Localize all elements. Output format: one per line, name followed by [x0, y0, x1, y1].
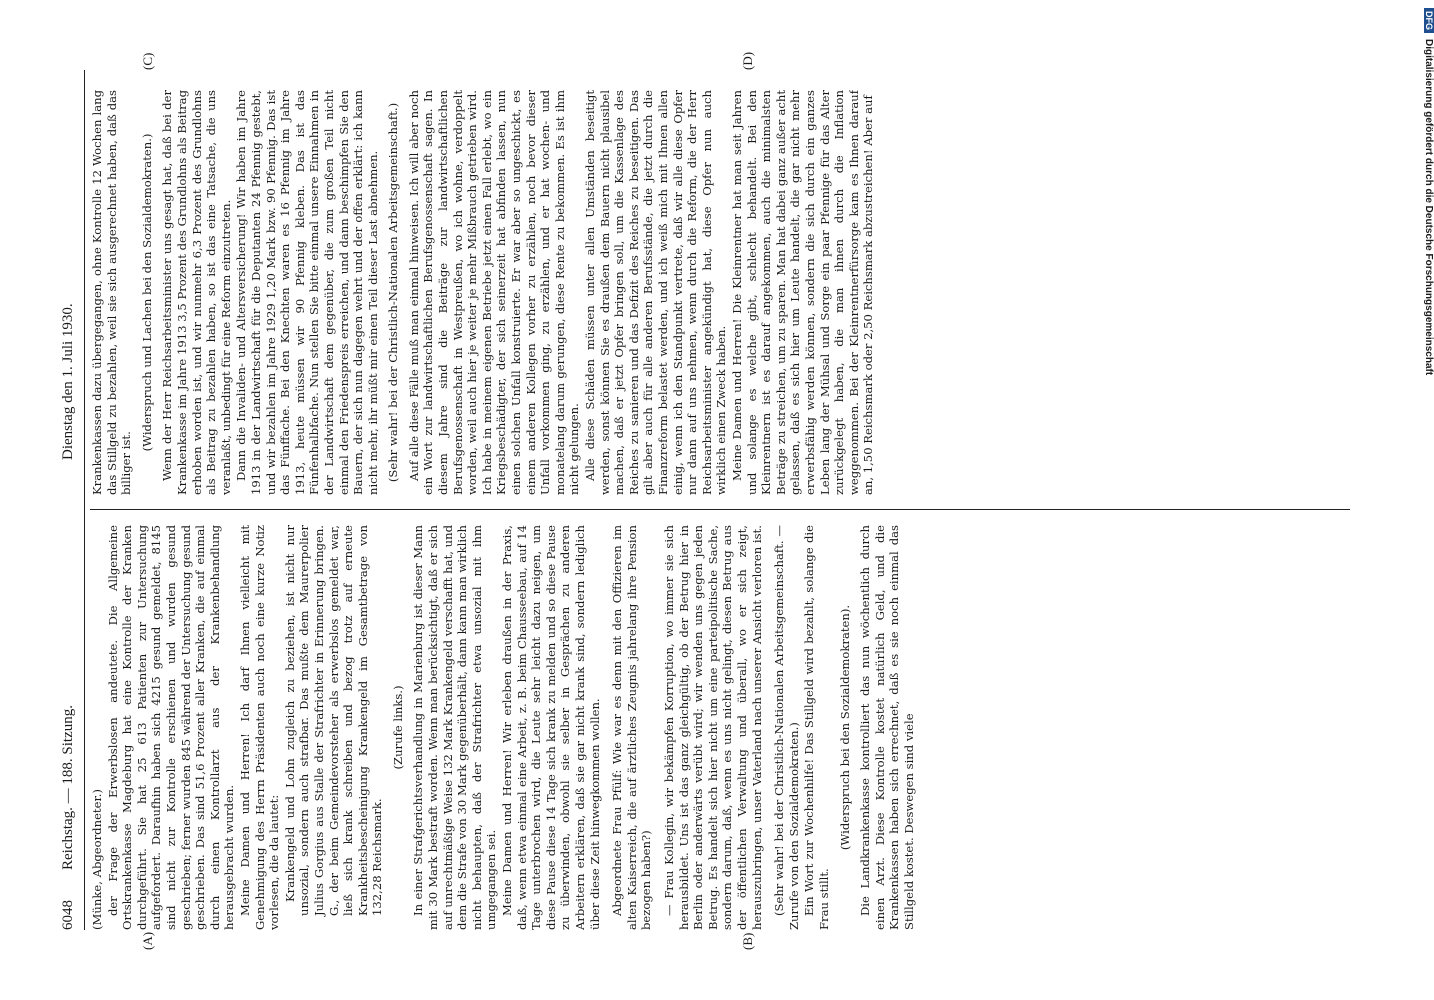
- interjection: Abgeordnete Frau Pfülf: Wie war es denn mit den Offizieren im alten Kaiserreich, die auf ärztliches Zeugnis jahrelang ihre Pension bezogen haben?): [610, 525, 654, 930]
- paragraph: Die Landkrankenkasse kontrolliert das nun wöchentlich durch einen Arzt. Diese Kontrolle kostet natürlich Geld, und die Krankenkassen haben sich errechnet, daß es sie noch einmal das Stillgeld kostet. Deswegen sind viele: [858, 525, 916, 930]
- interjection: (Zurufe links.): [390, 685, 405, 770]
- left-text-column: [90, 525, 1370, 930]
- right-text-column: [90, 90, 1370, 495]
- paragraph: Dann die Invaliden- und Altersversicherung! Wir haben im Jahre 1913 in der Landwirtschaft für die Deputanten 24 Pfennig gestebt, und wir bezahlen im Jahre 1929 1,20 Mark bzw. 90 Pfennig. Das ist das Fünffache. Bei den Knechten waren es 16 Pfennig im Jahre 1913, heute müssen wir 90 Pfennig kleben. Das ist das Fünfenhalbfache. Nun stellen Sie bitte einmal unsere Einnahmen in der Landwirtschaft dem gegenüber, die zum großen Teil nicht einmal den Friedenspreis erreichen, und dann beschimpfen Sie den Bauern, der sich nun dagegen wehrt und der offen erklärt: ich kann nicht mehr, ihr müßt mir einen Teil dieser Last abnehmen.: [234, 90, 380, 495]
- paragraph: der Frage der Erwerbslosen andeutete. Die Allgemeine Ortskrankenkasse Magdeburg hat eine Kontrolle der Kranken durchgeführt. Sie hat 25 613 Patienten zur Untersuchung aufgefordert. Daraufhin haben sich 4215 gesund gemeldet, 8145 sind nicht zur Kontrolle erschienen und wurden gesund geschrieben; ferner wurden 845 während der Untersuchung gesund geschrieben. Das sind 51,6 Prozent aller Kranken, die auf einmal durch einen Kontrollarzt aus der Krankenbehandlung herausgebracht wurden.: [105, 525, 237, 930]
- margin-marker-c: (C): [140, 52, 155, 70]
- paragraph: In einer Strafgerichtsverhandlung in Marienburg ist dieser Mann mit 30 Mark bestraft worden. Wenn man berücksichtigt, daß er sich auf unrechtmäßige Weise 132 Mark Krankengeld verschafft hat, und dem die Strafe von 30 Mark gegenüberhält, dann kann man wirklich nicht behaupten, daß der Strafrichter etwa unsozial mit ihm umgegangen sei.: [411, 525, 499, 930]
- paragraph: Alle diese Schäden müssen unter allen Umständen beseitigt werden, sonst können Sie es draußen dem Bauern nicht plausibel machen, daß er jetzt Opfer bringen soll, um die Kassenlage des Reiches zu sanieren und das Defizit des Reiches zu beseitigen. Das gilt aber auch für alle anderen Berufsstände, die jetzt durch die Finanzreform belastet werden, und ich weiß mich mit Ihnen allen einig, wenn ich den Standpunkt vertrete, daß wir alle diese Opfer nur dann auf uns nehmen, wenn durch die Reform, die der Herr Reichsarbeitsminister angekündigt hat, diese Opfer nun auch wirklich einen Zweck haben.: [583, 90, 729, 495]
- paragraph: Meine Damen und Herren! Wir erleben draußen in der Praxis, daß, wenn etwa einmal eine Arbeit, z. B. beim Chausseebau, auf 14 Tage unterbrochen wird, die Leute sehr leicht dazu neigen, um diese Pause diese 14 Tage sich krank zu melden und so diese Pause zu überwinden, obwohl sie selber in Gesprächen zu anderen Arbeitern erklären, daß sie gar nicht krank sind, sondern lediglich über diese Zeit hinwegkommen wollen.: [500, 525, 602, 930]
- rotated-page: [50, 50, 1380, 950]
- session-title: Reichstag. — 188. Sitzung.: [60, 705, 76, 870]
- paragraph: (Münke, Abgeordneter.): [90, 789, 104, 930]
- paragraph: Meine Damen und Herren! Ich darf Ihnen vielleicht mit Genehmigung des Herrn Präsidenten auch noch eine kurze Notiz vorlesen, die da lautet:: [237, 525, 282, 930]
- paragraph: Krankenkassen dazu übergegangen, ohne Kontrolle 12 Wochen lang das Stillgeld zu bezahlen, weil sie sich ausgerechnet haben, daß das billiger ist.: [90, 90, 134, 495]
- session-date: Dienstag den 1. Juli 1930.: [60, 303, 76, 460]
- dfg-logo: DFG: [1424, 8, 1434, 33]
- page-header: [60, 70, 82, 930]
- column-rule: [90, 509, 1350, 510]
- paragraph: Ein Wort zur Wochenhilfe! Das Stillgeld wird bezahlt, solange die Frau stillt.: [802, 525, 831, 930]
- digitization-credit: [1418, 8, 1434, 998]
- interjection: (Sehr wahr! bei der Christlich-Nationalen Arbeitsgemeinschaft. — Zurufe von den Sozialdemokraten.): [772, 525, 801, 930]
- interjection: (Widerspruch und Lachen bei den Sozialdemokraten.): [139, 133, 154, 452]
- credit-text: Digitalisierung gefördert durch die Deutsche Forschungsgemeinschaft: [1423, 39, 1434, 376]
- header-rule: [84, 70, 85, 930]
- paragraph: Auf alle diese Fälle muß man einmal hinweisen. Ich will aber noch ein Wort zur landwirtschaftlichen Berufsgenossenschaft sagen. In diesem Jahre sind die Beiträge zur landwirtschaftlichen Berufsgenossenschaft in Westpreußen, wo ich wohne, verdoppelt worden, weil auch hier je weiter je mehr Mißbrauch getrieben wird. Ich habe in meinem eigenen Betriebe jetzt einen Fall erlebt, wo ein Kriegsbeschädigter, der sich seinerzeit hat abfinden lassen, nun einen solchen Unfall konstruierte. Er war aber so ungeschickt, es einem anderen Kollegen vorher zu erzählen, noch bevor dieser Unfall vorkommen ging, zu erzählen, und er hat wochen- und monatelang darum gerungen, diese Rente zu bekommen. Es ist ihm nicht gelungen.: [406, 90, 582, 495]
- margin-marker-a: (A): [140, 931, 155, 950]
- paragraph: Wenn der Herr Reichsarbeitsminister uns gesagt hat, daß bei der Krankenkasse im Jahre 1913 3,5 Prozent des Grundlohns als Beitrag erhoben worden ist, und wir nunmehr 6,3 Prozent des Grundlohns als Beitrag zu bezahlen haben, so ist das eine Tatsache, die uns veranlaßt, unbedingt für eine Reform einzutreten.: [160, 90, 233, 495]
- interjection: (Sehr wahr! bei der Christlich-Nationalen Arbeitsgemeinschaft.): [386, 102, 401, 483]
- paragraph: — Frau Kollegin, wir bekämpfen Korruption, wo immer sie sich herausbildet. Uns ist das ganz gleichgültig, ob der Betrug hier in Berlin oder anderwärts verübt wird; wir wenden uns gegen jeden Betrug. Es handelt sich hier nicht um eine parteipolitische Sache, sondern darum, daß, wenn es uns nicht gelingt, diesen Betrug aus der öffentlichen Verwaltung und überall, wo er sich zeigt, herauszubringen, unser Vaterland nach unserer Ansicht verloren ist.: [661, 525, 764, 930]
- paragraph: Meine Damen und Herren! Die Kleinrentner hat man seit Jahren und solange es welche gibt, schlecht behandelt. Bei den Kleinrentnern ist es darauf angekommen, auch die minimalsten Beträge zu streichen, um zu sparen. Man hat dabei ganz außer acht gelassen, daß es sich hier um Leute handelt, die gar nicht mehr erwerbsfähig werden können, sondern die sich durch ein ganzes Leben lang der Mühsal und Sorge ein paar Pfennige für das Alter zurückgelegt haben, die man ihnen durch die Inflation weggenommen. Bei der Kleinrentnerfürsorge kam es Ihnen darauf an, 1,50 Reichsmark oder 2,50 Reichsmark abzustreichen! Aber auf: [729, 90, 876, 495]
- margin-marker-d: (D): [740, 51, 755, 70]
- page-number: 6048: [60, 900, 76, 930]
- quoted-notice: Krankengeld und Lohn zugleich zu beziehen, ist nicht nur unsozial, sondern auch strafbar. Das mußte dem Maurerpolier Julius Gorgius aus Stalle der Strafrichter in Erinnerung bringen. G., der beim Gemeindevorsteher als erwerbslos gemeldet war, ließ sich krank schreiben und bezog trotz auf erneute Krankheitsbescheinigung Krankengeld im Gesamtbetrage von 132,28 Reichsmark.: [282, 525, 385, 916]
- margin-marker-b: (B): [740, 932, 755, 950]
- interjection: (Widerspruch bei den Sozialdemokraten).: [837, 604, 852, 851]
